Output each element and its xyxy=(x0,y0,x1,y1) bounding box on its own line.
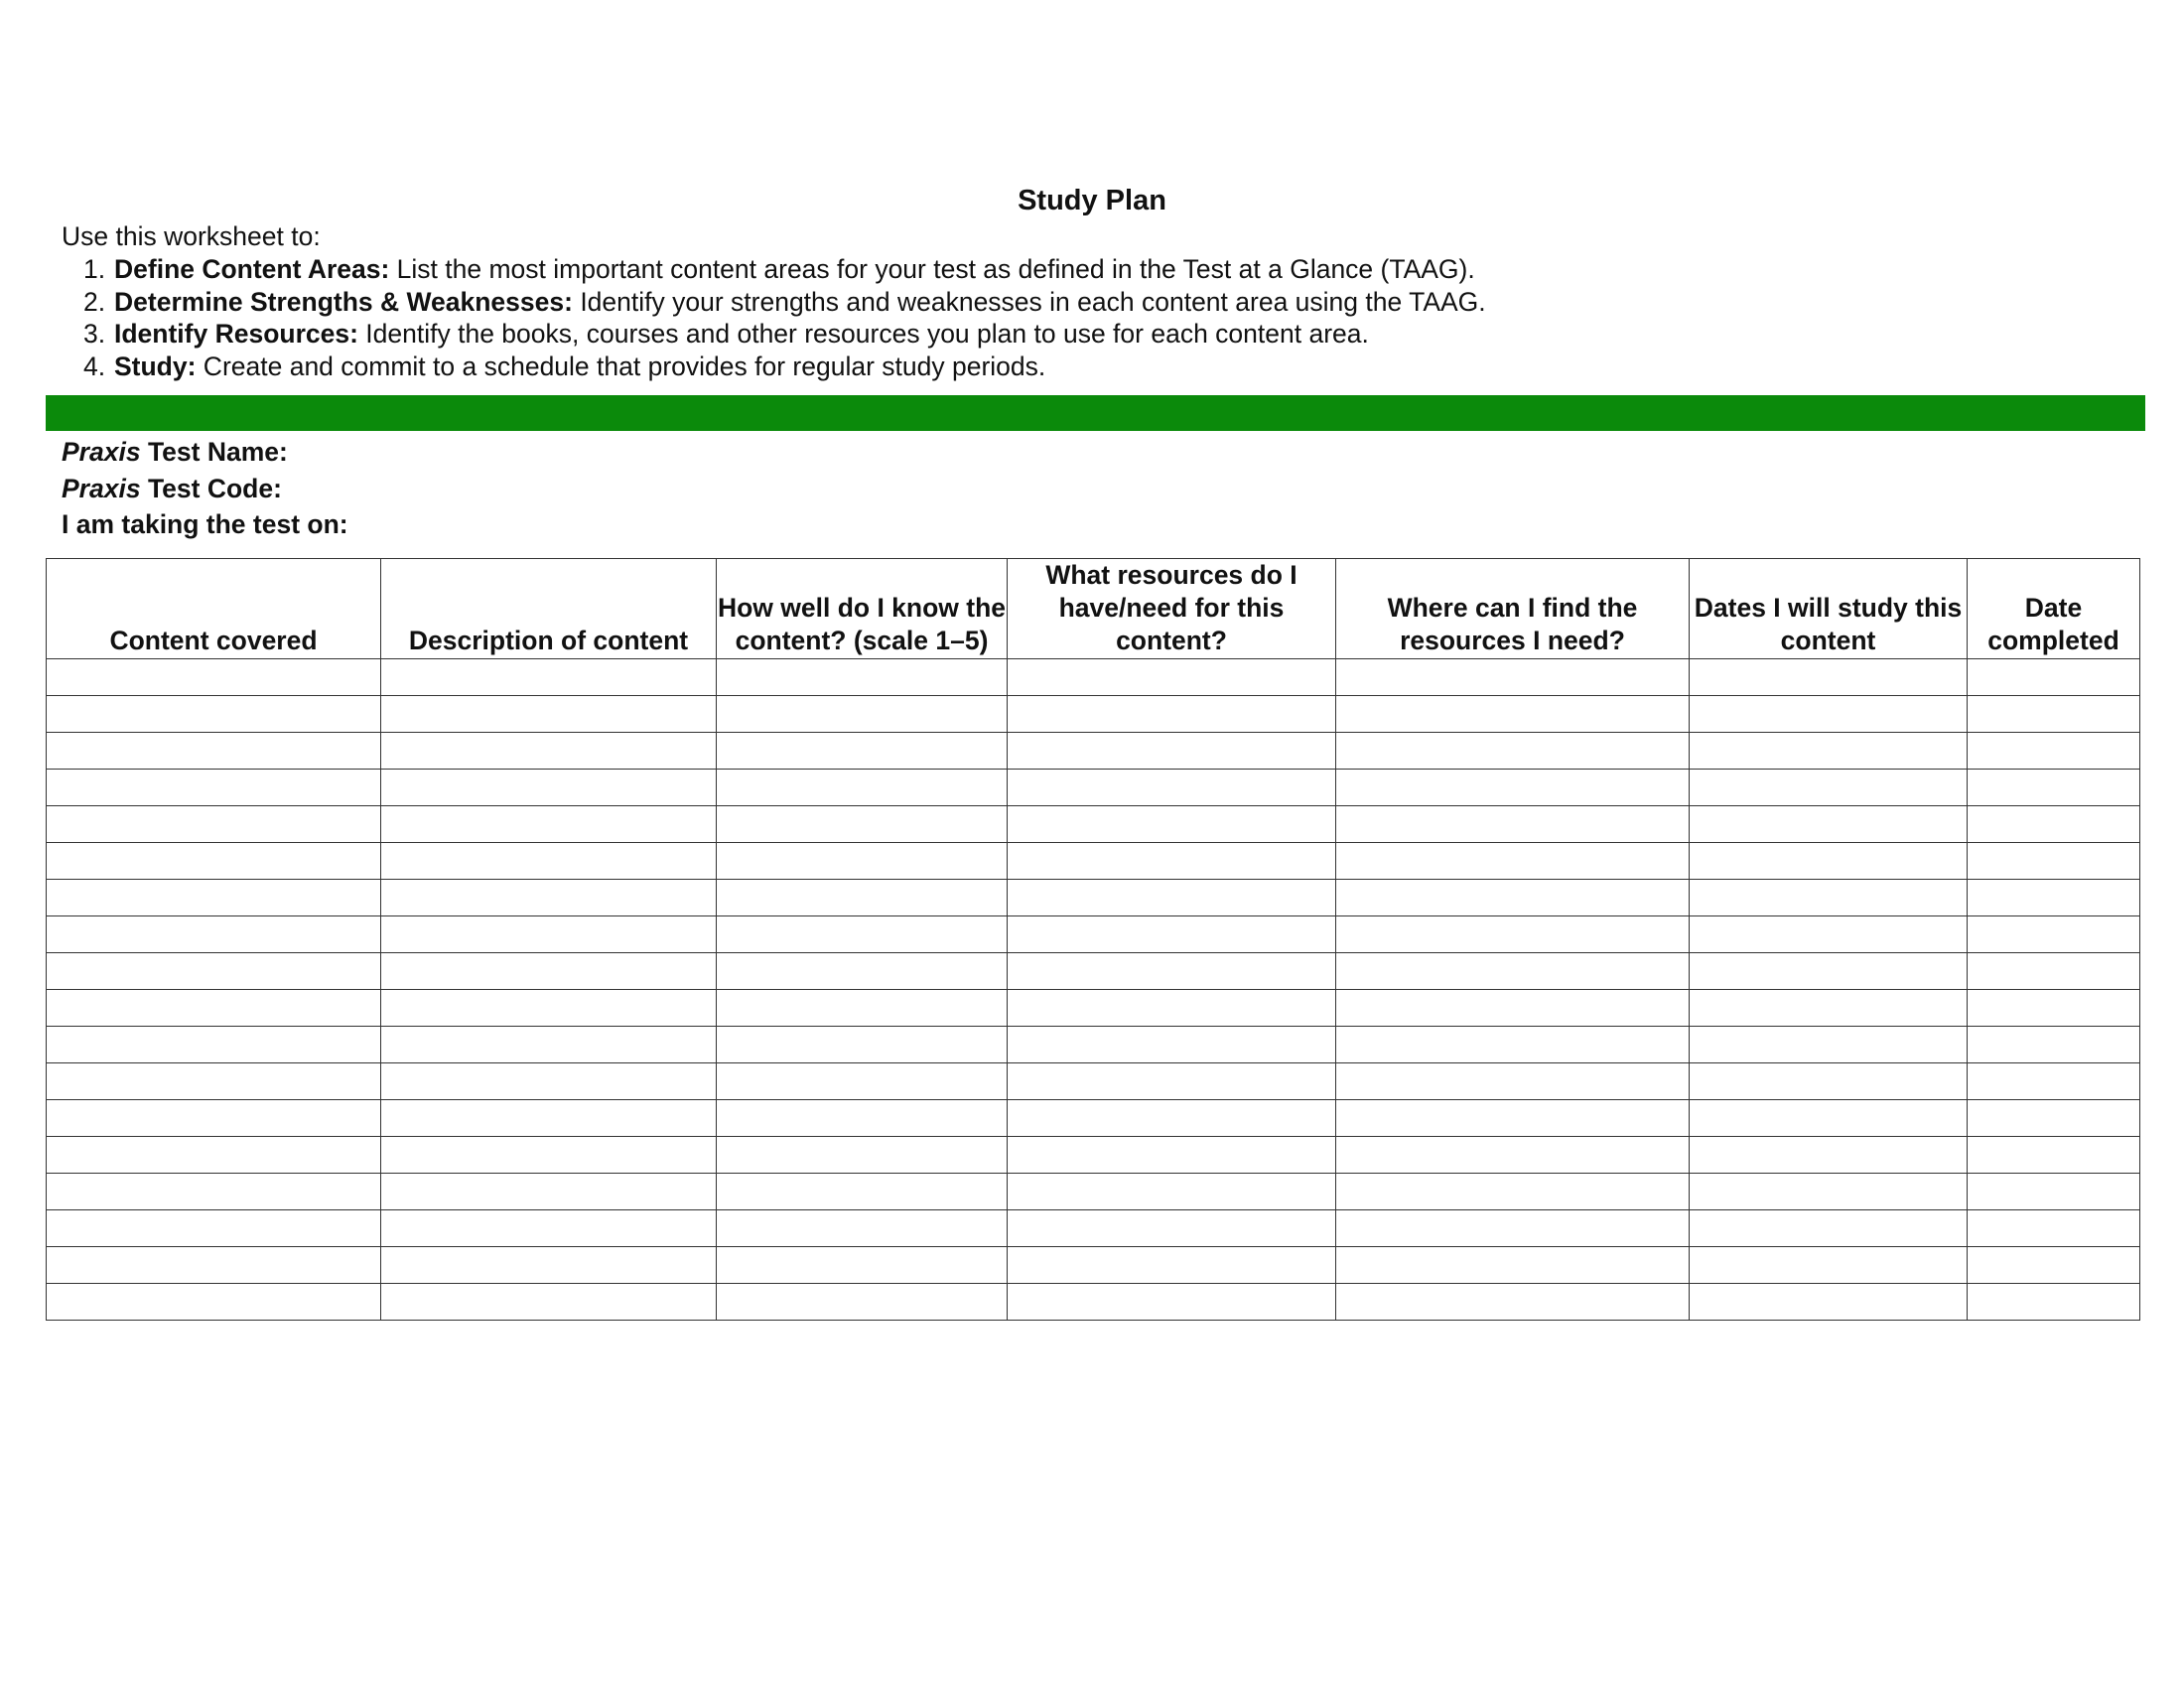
table-cell[interactable] xyxy=(1968,1027,2140,1063)
table-row xyxy=(47,916,2140,953)
table-cell[interactable] xyxy=(1008,1284,1336,1321)
table-cell[interactable] xyxy=(1968,1137,2140,1174)
table-cell[interactable] xyxy=(381,1210,717,1247)
table-cell[interactable] xyxy=(381,1247,717,1284)
instruction-item xyxy=(83,351,1486,383)
table-cell[interactable] xyxy=(1336,1247,1690,1284)
table-cell[interactable] xyxy=(1968,1174,2140,1210)
table-cell[interactable] xyxy=(1690,733,1968,770)
step-label: Study: xyxy=(114,351,197,381)
table-cell[interactable] xyxy=(1008,953,1336,990)
table-cell[interactable] xyxy=(1968,916,2140,953)
table-row xyxy=(47,806,2140,843)
table-cell[interactable] xyxy=(1690,1284,1968,1321)
table-cell[interactable] xyxy=(1336,1137,1690,1174)
table-cell[interactable] xyxy=(1336,1027,1690,1063)
table-cell[interactable] xyxy=(47,1210,381,1247)
column-header: Dates I will study this content xyxy=(1690,559,1968,659)
table-cell[interactable] xyxy=(1008,1174,1336,1210)
step-number: 3. xyxy=(83,319,106,349)
table-row xyxy=(47,953,2140,990)
table-cell[interactable] xyxy=(1690,916,1968,953)
table-cell[interactable] xyxy=(47,696,381,733)
instruction-item xyxy=(83,318,1486,351)
table-cell[interactable] xyxy=(717,916,1008,953)
table-cell[interactable] xyxy=(717,843,1008,880)
column-header: What resources do I have/need for this content? xyxy=(1008,559,1336,659)
table-cell[interactable] xyxy=(1336,990,1690,1027)
instruction-list xyxy=(83,253,1486,382)
table-cell[interactable] xyxy=(1968,843,2140,880)
table-cell[interactable] xyxy=(381,916,717,953)
table-cell[interactable] xyxy=(1008,696,1336,733)
table-cell[interactable] xyxy=(1008,1247,1336,1284)
step-text: Identify the books, courses and other resources you plan to use for each content area. xyxy=(357,319,1369,349)
praxis-label: Praxis xyxy=(62,437,141,467)
table-cell[interactable] xyxy=(1336,1174,1690,1210)
table-cell[interactable] xyxy=(717,1247,1008,1284)
table-cell[interactable] xyxy=(47,916,381,953)
table-cell[interactable] xyxy=(1690,1100,1968,1137)
praxis-label: Praxis xyxy=(62,473,141,503)
step-number: 4. xyxy=(83,351,106,381)
table-cell[interactable] xyxy=(1968,1100,2140,1137)
table-cell[interactable] xyxy=(381,1137,717,1174)
table-cell[interactable] xyxy=(1690,1210,1968,1247)
table-cell[interactable] xyxy=(1008,880,1336,916)
table-cell[interactable] xyxy=(717,1027,1008,1063)
table-row xyxy=(47,1284,2140,1321)
table-cell[interactable] xyxy=(47,990,381,1027)
table-cell[interactable] xyxy=(717,953,1008,990)
table-cell[interactable] xyxy=(47,1174,381,1210)
table-cell[interactable] xyxy=(1690,1063,1968,1100)
table-cell[interactable] xyxy=(1008,1210,1336,1247)
table-cell[interactable] xyxy=(1008,990,1336,1027)
table-cell[interactable] xyxy=(47,1027,381,1063)
table-cell[interactable] xyxy=(47,843,381,880)
table-row xyxy=(47,733,2140,770)
table-cell[interactable] xyxy=(717,696,1008,733)
table-cell[interactable] xyxy=(1690,659,1968,696)
table-cell[interactable] xyxy=(1690,696,1968,733)
step-label: Determine Strengths & Weaknesses: xyxy=(114,286,573,317)
table-cell[interactable] xyxy=(1336,1063,1690,1100)
table-cell[interactable] xyxy=(1008,659,1336,696)
table-cell[interactable] xyxy=(1008,733,1336,770)
table-cell[interactable] xyxy=(1336,696,1690,733)
table-cell[interactable] xyxy=(1968,1063,2140,1100)
table-cell[interactable] xyxy=(47,1284,381,1321)
table-row xyxy=(47,659,2140,696)
table-cell[interactable] xyxy=(1008,1063,1336,1100)
table-cell[interactable] xyxy=(717,1063,1008,1100)
column-header: Content covered xyxy=(47,559,381,659)
table-cell[interactable] xyxy=(381,770,717,806)
table-cell[interactable] xyxy=(47,1247,381,1284)
table-row xyxy=(47,880,2140,916)
table-cell[interactable] xyxy=(381,880,717,916)
green-divider-bar xyxy=(46,395,2145,431)
table-cell[interactable] xyxy=(381,1100,717,1137)
table-cell[interactable] xyxy=(717,1137,1008,1174)
table-row xyxy=(47,1174,2140,1210)
column-header: Where can I find the resources I need? xyxy=(1336,559,1690,659)
table-cell[interactable] xyxy=(47,1063,381,1100)
table-cell[interactable] xyxy=(381,1174,717,1210)
table-header-row xyxy=(47,559,2140,659)
table-row xyxy=(47,1063,2140,1100)
table-row xyxy=(47,1247,2140,1284)
column-header: Date completed xyxy=(1968,559,2140,659)
table-cell[interactable] xyxy=(381,806,717,843)
table-cell[interactable] xyxy=(1690,880,1968,916)
step-text: Create and commit to a schedule that provides for regular study periods. xyxy=(196,351,1046,381)
table-cell[interactable] xyxy=(381,990,717,1027)
table-cell[interactable] xyxy=(1968,880,2140,916)
table-cell[interactable] xyxy=(381,1063,717,1100)
table-cell[interactable] xyxy=(1336,916,1690,953)
table-cell[interactable] xyxy=(1690,1027,1968,1063)
table-cell[interactable] xyxy=(47,770,381,806)
test-date-label: I am taking the test on: xyxy=(62,509,348,539)
table-row xyxy=(47,843,2140,880)
table-cell[interactable] xyxy=(717,659,1008,696)
table-cell[interactable] xyxy=(1008,1137,1336,1174)
table-cell[interactable] xyxy=(47,880,381,916)
table-row xyxy=(47,770,2140,806)
table-cell[interactable] xyxy=(1968,659,2140,696)
table-row xyxy=(47,990,2140,1027)
table-cell[interactable] xyxy=(1690,1137,1968,1174)
table-cell[interactable] xyxy=(717,990,1008,1027)
table-row xyxy=(47,1137,2140,1174)
table-cell[interactable] xyxy=(381,696,717,733)
table-cell[interactable] xyxy=(1968,953,2140,990)
table-row xyxy=(47,1100,2140,1137)
table-cell[interactable] xyxy=(381,1284,717,1321)
table-cell[interactable] xyxy=(1008,843,1336,880)
table-row xyxy=(47,1210,2140,1247)
table-cell[interactable] xyxy=(1690,806,1968,843)
test-info-block xyxy=(62,434,348,543)
table-row xyxy=(47,696,2140,733)
table-cell[interactable] xyxy=(717,733,1008,770)
table-body xyxy=(47,659,2140,1321)
test-code-label: Praxis Test Code: xyxy=(62,473,282,503)
table-cell[interactable] xyxy=(1968,990,2140,1027)
step-text: Identify your strengths and weaknesses in each content area using the TAAG. xyxy=(572,286,1486,317)
instruction-item xyxy=(83,253,1486,286)
table-cell[interactable] xyxy=(47,733,381,770)
table-row xyxy=(47,1027,2140,1063)
instruction-item xyxy=(83,286,1486,319)
table-cell[interactable] xyxy=(1690,843,1968,880)
table-cell[interactable] xyxy=(1008,770,1336,806)
table-cell[interactable] xyxy=(717,1210,1008,1247)
step-number: 1. xyxy=(83,254,106,284)
table-cell[interactable] xyxy=(1336,843,1690,880)
table-cell[interactable] xyxy=(1008,806,1336,843)
table-cell[interactable] xyxy=(1968,770,2140,806)
page-title: Study Plan xyxy=(1018,185,1166,216)
table-cell[interactable] xyxy=(1336,953,1690,990)
table-cell[interactable] xyxy=(717,1284,1008,1321)
intro-text: Use this worksheet to: xyxy=(62,221,321,251)
table-cell[interactable] xyxy=(717,1100,1008,1137)
table-cell[interactable] xyxy=(1008,1100,1336,1137)
table-cell[interactable] xyxy=(1336,1100,1690,1137)
table-cell[interactable] xyxy=(1336,659,1690,696)
table-cell[interactable] xyxy=(47,1137,381,1174)
table-cell[interactable] xyxy=(1690,990,1968,1027)
table-cell[interactable] xyxy=(1968,1284,2140,1321)
table-cell[interactable] xyxy=(1336,770,1690,806)
table-cell[interactable] xyxy=(1690,953,1968,990)
step-text: List the most important content areas for your test as defined in the Test at a Glance (TAAG). xyxy=(389,254,1475,284)
column-header: How well do I know the content? (scale 1–5) xyxy=(717,559,1008,659)
table-cell[interactable] xyxy=(381,659,717,696)
table-cell[interactable] xyxy=(1336,1210,1690,1247)
table-cell[interactable] xyxy=(47,1100,381,1137)
table-cell[interactable] xyxy=(1336,806,1690,843)
table-cell[interactable] xyxy=(1968,806,2140,843)
table-cell[interactable] xyxy=(1968,733,2140,770)
table-cell[interactable] xyxy=(1690,1247,1968,1284)
table-cell[interactable] xyxy=(717,806,1008,843)
table-cell[interactable] xyxy=(1008,916,1336,953)
step-label: Identify Resources: xyxy=(114,319,358,349)
test-name-label: Praxis Test Name: xyxy=(62,437,288,467)
table-cell[interactable] xyxy=(1690,770,1968,806)
table-cell[interactable] xyxy=(47,659,381,696)
table-cell[interactable] xyxy=(717,770,1008,806)
table-cell[interactable] xyxy=(1968,696,2140,733)
table-cell[interactable] xyxy=(1008,1027,1336,1063)
table-cell[interactable] xyxy=(47,806,381,843)
table-cell[interactable] xyxy=(1336,880,1690,916)
table-cell[interactable] xyxy=(1336,1284,1690,1321)
table-cell[interactable] xyxy=(717,1174,1008,1210)
table-cell[interactable] xyxy=(381,843,717,880)
table-cell[interactable] xyxy=(1336,733,1690,770)
table-cell[interactable] xyxy=(381,953,717,990)
table-cell[interactable] xyxy=(717,880,1008,916)
study-plan-table xyxy=(46,558,2140,1321)
table-cell[interactable] xyxy=(1690,1174,1968,1210)
table-cell[interactable] xyxy=(47,953,381,990)
table-cell[interactable] xyxy=(381,1027,717,1063)
column-header: Description of content xyxy=(381,559,717,659)
table-cell[interactable] xyxy=(1968,1210,2140,1247)
step-number: 2. xyxy=(83,286,106,317)
table-cell[interactable] xyxy=(1968,1247,2140,1284)
step-label: Define Content Areas: xyxy=(114,254,390,284)
table-cell[interactable] xyxy=(381,733,717,770)
